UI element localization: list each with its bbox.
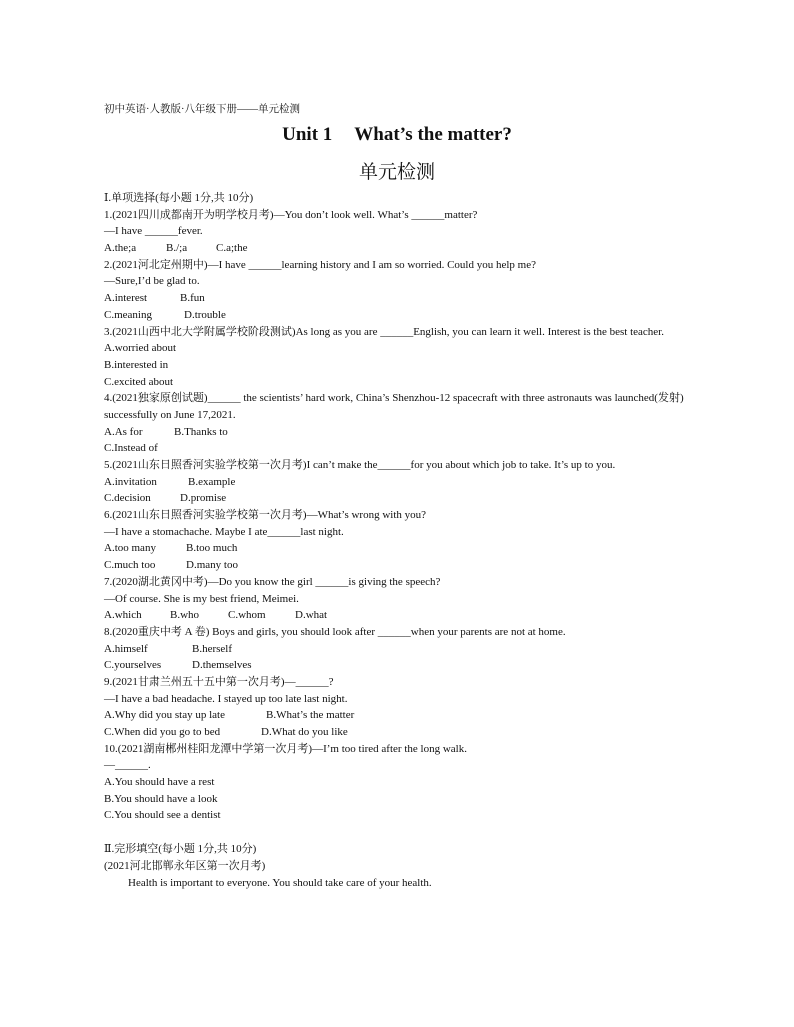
question-stem: 10.(2021湖南郴州桂阳龙潭中学第一次月考)—I’m too tired after the long walk. (104, 742, 467, 755)
option: D.trouble (184, 308, 226, 321)
option: D.What do you like (261, 726, 348, 739)
option: D.what (295, 609, 328, 622)
option: C.You should see a dentist (104, 809, 221, 822)
option: C.a;the (216, 242, 248, 255)
option-row (104, 657, 694, 674)
option: A.worried about (104, 342, 177, 355)
question-stem: 5.(2021山东日照香河实验学校第一次月考)I can’t make the______for you about which job to take. It’s up to you. (104, 459, 616, 472)
option: A.which (104, 609, 142, 622)
question-stem: 7.(2020湖北黄冈中考)—Do you know the girl ______is giving the speech? (104, 575, 441, 588)
option: B.who (170, 609, 200, 622)
option: C.yourselves (104, 659, 162, 672)
option: D.promise (180, 492, 227, 505)
passage-first-line: Health is important to everyone. You should take care of your health. (128, 876, 432, 889)
option: A.himself (104, 642, 148, 655)
option-row (104, 490, 694, 507)
option-row (104, 424, 694, 441)
option: C.When did you go to bed (104, 726, 221, 739)
option: A.As for (104, 425, 143, 438)
option-row (104, 240, 694, 257)
option-row (104, 290, 694, 307)
option: D.themselves (192, 659, 252, 672)
question-stem: 1.(2021四川成都南开为明学校月考)—You don’t look well. What’s ______matter? (104, 208, 478, 221)
option: C.whom (228, 609, 266, 622)
option-row (104, 557, 694, 574)
question-stem: 8.(2020重庆中考 A 卷) Boys and girls, you should look after ______when your parents are not at home. (104, 625, 566, 638)
option: B./;a (166, 242, 188, 255)
option: A.Why did you stay up late (104, 709, 225, 722)
option: B.What’s the matter (266, 709, 355, 722)
option: C.meaning (104, 308, 152, 321)
option: C.decision (104, 492, 151, 505)
option: A.interest (104, 292, 148, 305)
question-stem: 2.(2021河北定州期中)—I have ______learning history and I am so worried. Could you help me? (104, 258, 536, 271)
option: B.interested in (104, 358, 169, 371)
option: C.excited about (104, 375, 174, 388)
option: D.many too (186, 559, 238, 572)
option-row (104, 307, 694, 324)
option-row (104, 607, 694, 624)
section1-heading: Ⅰ.单项选择(每小题 1分,共 10分) (104, 192, 254, 204)
question-stem: 3.(2021山西中北大学附属学校阶段测试)As long as you are ______English, you can learn it well. Interest is the best teacher. (104, 325, 664, 338)
option: B.herself (192, 642, 233, 655)
option-row (104, 641, 694, 658)
question-reply: —______. (104, 759, 151, 772)
option: C.Instead of (104, 442, 158, 455)
question-stem: 6.(2021山东日照香河实验学校第一次月考)—What’s wrong with you? (104, 509, 427, 522)
option-row (104, 707, 694, 724)
question-reply: —Sure,I’d be glad to. (104, 275, 200, 288)
option: C.much too (104, 559, 156, 572)
option: B.too much (186, 542, 238, 555)
option: A.You should have a rest (104, 776, 215, 789)
option: A.the;a (104, 242, 137, 255)
question-reply: —I have ______fever. (104, 225, 203, 238)
passage-source: (2021河北邯郸永年区第一次月考) (104, 859, 266, 872)
page-subtitle: 单元检测 (358, 161, 435, 183)
question-stem: 4.(2021独家原创试题)______ the scientists’ hard work, China’s Shenzhou-12 spacecraft with three astronauts was launched(发射) successfully on June 17,2021. (104, 392, 684, 421)
question-reply: —I have a bad headache. I stayed up too late last night. (104, 692, 348, 705)
option-row (104, 474, 694, 491)
question-stem: 9.(2021甘肃兰州五十五中第一次月考)—______? (104, 675, 334, 688)
option: A.too many (104, 542, 156, 555)
question-reply: —Of course. She is my best friend, Meimei. (104, 592, 299, 605)
option-row (104, 540, 694, 557)
option: B.example (188, 475, 236, 488)
question-reply: —I have a stomachache. Maybe I ate______last night. (104, 525, 344, 538)
option: A.invitation (104, 475, 157, 488)
option-row (104, 724, 694, 741)
document-header: 初中英语·人教版·八年级下册——单元检测 (104, 104, 300, 115)
unit-title (0, 124, 794, 146)
unit-number: Unit 1 (282, 124, 333, 145)
option: B.You should have a look (104, 792, 218, 805)
exam-body (104, 190, 694, 891)
option: B.fun (180, 292, 205, 305)
section2-heading: Ⅱ.完形填空(每小题 1分,共 10分) (104, 843, 257, 856)
option: B.Thanks to (174, 425, 228, 438)
unit-name: What’s the matter? (354, 124, 512, 145)
